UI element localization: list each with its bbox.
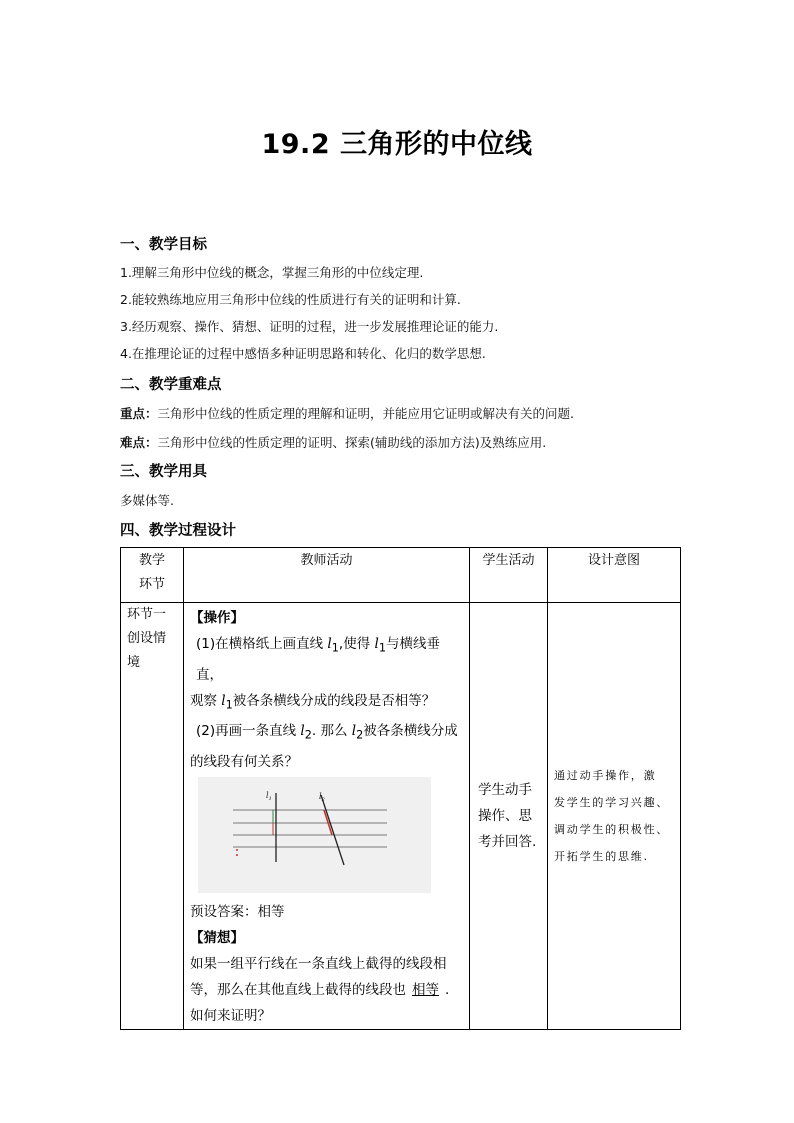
var-l1: l — [374, 636, 379, 652]
key-point-text: 三角形中位线的性质定理的理解和证明，并能应用它证明或解决有关的问题. — [157, 406, 574, 421]
var-l1: l — [327, 636, 332, 652]
table-header-row — [121, 548, 681, 603]
header-stage-line2: 环节 — [138, 577, 165, 592]
operation-step-1-cont: 观察 $l_1$被各条横线分成的线段是否相等？ — [190, 692, 436, 712]
text-run: . — [445, 982, 450, 999]
header-teacher: 教师活动 — [184, 548, 470, 603]
table-row — [121, 603, 681, 1030]
underlined-answer: 相等 — [412, 982, 439, 999]
stage-line: 境 — [127, 655, 141, 670]
stage-line: 创设情 — [127, 631, 167, 646]
guess-line-1: 如果一组平行线在一条直线上截得的线段相 — [190, 956, 447, 973]
figure-label-l1: $l_1$ — [266, 791, 272, 803]
guess-line-3: 如何来证明？ — [190, 1008, 271, 1025]
figure-label-l2: $l_2$ — [319, 792, 325, 804]
section-heading-tools: 三、教学用具 — [120, 464, 207, 480]
preset-answer: 预设答案：相等 — [190, 904, 285, 921]
objective-3: 3.经历观察、操作、猜想、证明的过程，进一步发展推理论证的能力. — [120, 319, 499, 334]
var-l1: l — [221, 692, 226, 709]
operation-step-1: (1)在横格纸上画直线 $l_1$,使得 $l_1$与横线垂直， — [196, 636, 441, 683]
student-activity-cell — [470, 603, 548, 1030]
text-run: 与横线垂直， — [196, 636, 441, 683]
guess-line-2 — [190, 977, 463, 1003]
stage-line: 环节一 — [127, 607, 167, 622]
parallel-lines-figure — [198, 777, 431, 893]
text-run: (1)在横格纸上画直线 — [196, 636, 328, 652]
objective-4: 4.在推理论证的过程中感悟多种证明思路和转化、化归的数学思想. — [120, 346, 486, 361]
point-mark — [236, 849, 238, 851]
text-run: . 那么 — [311, 723, 352, 740]
var-l2: l — [351, 723, 357, 740]
tools-text: 多媒体等. — [120, 493, 174, 508]
text-run: 等，那么在其他直线上截得的线段也 — [190, 982, 406, 999]
key-point-label: 重点： — [120, 406, 158, 421]
student-line: 学生动手 — [478, 782, 532, 799]
difficulty-point — [120, 433, 546, 451]
header-intent: 设计意图 — [548, 548, 681, 603]
var-l2: l — [300, 723, 305, 740]
intent-line: 发学生的学习兴趣、 — [554, 796, 670, 810]
header-student: 学生活动 — [470, 548, 548, 603]
design-intent-cell — [548, 603, 681, 1030]
operation-step-2: (2)再画一条直线 $l_2$. 那么 $l_2$被各条横线分成 — [196, 723, 458, 743]
page-title: 19.2 三角形的中位线 — [261, 129, 533, 160]
operation-step-2-cont: 的线段有何关系？ — [190, 754, 298, 771]
intent-line: 调动学生的积极性、 — [554, 823, 670, 837]
intent-line: 开拓学生的思维. — [554, 850, 649, 864]
section-heading-objectives: 一、教学目标 — [120, 237, 207, 253]
student-line: 考并回答. — [478, 834, 537, 851]
section-heading-process: 四、教学过程设计 — [120, 523, 236, 539]
difficulty-label: 难点： — [120, 435, 158, 450]
header-stage-line1: 教学 — [138, 553, 165, 568]
section-heading-key-points: 二、教学重难点 — [120, 377, 222, 393]
operation-label: 【操作】 — [190, 610, 244, 626]
process-table — [120, 547, 681, 1030]
objective-2: 2.能较熟练地应用三角形中位线的性质进行有关的证明和计算. — [120, 292, 461, 307]
intent-line: 通过动手操作，激 — [554, 769, 657, 783]
key-point — [120, 404, 574, 422]
objective-1: 1.理解三角形中位线的概念，掌握三角形的中位线定理. — [120, 265, 424, 280]
student-line: 操作、思 — [478, 808, 532, 825]
text-run: ,使得 — [338, 636, 375, 652]
text-run: 被各条横线分成 — [363, 723, 458, 740]
point-mark — [236, 854, 238, 856]
text-run: (2)再画一条直线 — [196, 723, 301, 740]
teacher-activity-cell — [184, 603, 470, 1030]
text-run: 观察 — [190, 692, 222, 709]
text-run: 被各条横线分成的线段是否相等？ — [232, 692, 436, 709]
stage-cell — [121, 603, 184, 1030]
guess-label: 【猜想】 — [190, 930, 244, 947]
header-stage — [121, 548, 184, 603]
difficulty-text: 三角形中位线的性质定理的证明、探索(辅助线的添加方法)及熟练应用. — [157, 435, 547, 450]
